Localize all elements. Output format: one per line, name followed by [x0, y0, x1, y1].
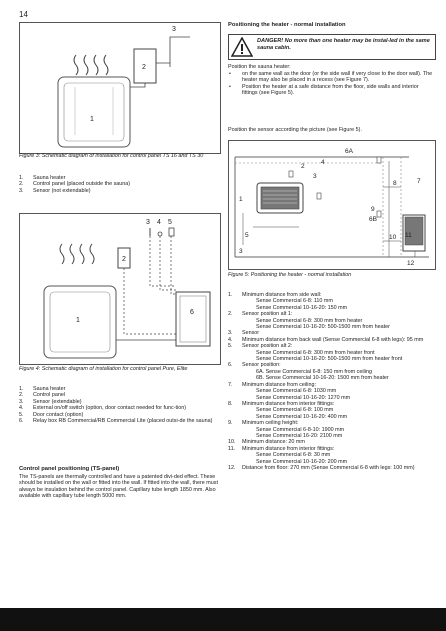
- list-item: 2. Control panel (placed outside the sauna): [19, 181, 131, 188]
- list-subitem: Sense Commercial 6-8: 100 mm: [256, 407, 334, 414]
- list-subitem: Sense Commercial 10-16-20: 1270 mm: [256, 394, 351, 401]
- list-item: 6. Sensor position: 6A. Sense Commercial 6-8: 150 mm from ceiling 6B. Sense Commercial 10-16-20: 1500 mm from heater: [228, 362, 436, 381]
- fig4-label-2: 2: [122, 256, 126, 263]
- list-subitem: Sense Commercial 10-16-20: 400 mm: [256, 413, 348, 420]
- section-body: The TS-panels are thermally controlled and have a patented divi-ded effect. These should be installed on the wall or fitted into the wall. If fitted into the wall, there must always be insulation behind the control panel. Capillary tube length 1850 mm. Also available with capillary tube length 5000 mm.: [19, 474, 218, 500]
- figure-3-caption: Figure 3: Schematic diagram of installation for control panel TS 16 and TS 30: [19, 153, 204, 159]
- list-item: 1. Minimum distance from side wall: Sense Commercial 6-8: 110 mm Sense Commercial 10-16-20: 150 mm: [228, 292, 436, 311]
- fig5-label-6a: 6A: [345, 148, 353, 155]
- list-subitem: Sense Commercial 16-20: 2100 mm: [256, 432, 343, 439]
- warning-icon: [231, 37, 253, 57]
- fig5-label-11: 11: [405, 232, 412, 239]
- position-bullets: [228, 71, 434, 97]
- list-item: 2. Control panel: [19, 392, 66, 399]
- list-item: 12. Distance from floor: 270 mm (Sense Commercial 6-8 with legs: 100 mm): [228, 464, 415, 471]
- fig5-label-4: 4: [321, 159, 325, 166]
- list-item: 3. Sensor: [228, 330, 260, 337]
- list-item: 7. Minimum distance from ceiling: Sense Commercial 6-8: 1030 mm Sense Commercial 10-16-20: 1270 mm: [228, 382, 436, 401]
- fig5-label-7: 7: [417, 178, 421, 185]
- list-item: • Position the heater at a safe distance from the floor, side walls and interior fittings (see Figure 5).: [228, 84, 434, 97]
- list-subitem: Sense Commercial 10-16-20: 150 mm: [256, 304, 348, 311]
- figure-4-legend: [19, 386, 219, 424]
- fig4-label-1: 1: [76, 317, 80, 324]
- distance-list: [228, 292, 436, 471]
- right-heading: Positioning the heater - normal installation: [228, 22, 346, 28]
- list-subitem: Sense Commercial 6-8: 30 mm: [256, 452, 331, 459]
- fig5-label-3a: 3: [313, 173, 317, 180]
- list-subitem: Sense Commercial 6-8: 300 mm from heater: [256, 317, 363, 324]
- fig5-label-5: 5: [245, 232, 249, 239]
- figure-4: [19, 213, 221, 365]
- list-item: 6. Relay box RB Commercial/RB Commercial Lite (placed outsi-de the sauna): [19, 418, 213, 425]
- fig5-label-8: 8: [393, 180, 397, 187]
- page-footer-bar: [0, 608, 446, 631]
- fig4-label-4: 4: [157, 219, 161, 226]
- figure-5: [228, 140, 436, 270]
- list-item: 5. Sensor position alt 2: Sense Commercial 6-8: 300 mm from heater front Sense Commercial 10-16-20: 500-1500 mm from heater front: [228, 343, 436, 362]
- list-subitem: 6A. Sense Commercial 6-8: 150 mm from ceiling: [256, 368, 372, 375]
- list-subitem: Sense Commercial 10-16-20: 200 mm: [256, 458, 348, 465]
- fig5-label-3b: 3: [239, 248, 243, 255]
- fig5-label-9: 9: [371, 206, 375, 213]
- list-item: 4. External on/off switch (option, door contact needed for func-tion): [19, 405, 187, 412]
- list-item: 5. Door contact (option): [19, 411, 84, 418]
- fig5-label-2: 2: [301, 163, 305, 170]
- fig4-label-5: 5: [168, 219, 172, 226]
- position-intro: Position the sauna heater:: [228, 64, 291, 70]
- list-subitem: 6B. Sense Commercial 10-16-20: 1500 mm from heater: [256, 375, 389, 382]
- figure-3: [19, 22, 221, 154]
- list-item: • on the same wall as the door (or the side wall if very close to the door wall). The heater may also be placed in a recess (see Figure 7).: [228, 71, 434, 84]
- list-item: 8. Minimum distance from interior fittings: Sense Commercial 6-8: 100 mm Sense Commercial 10-16-20: 400 mm: [228, 401, 436, 420]
- fig5-label-10: 10: [389, 234, 397, 241]
- list-subitem: Sense Commercial 10-16-20: 500-1500 mm from heater front: [256, 356, 403, 363]
- fig4-label-6: 6: [190, 309, 194, 316]
- fig3-label-3: 3: [172, 26, 176, 33]
- danger-box: [228, 34, 436, 60]
- figure-4-caption: Figure 4: Schematic diagram of installation for control panel Pure, Elite: [19, 366, 188, 372]
- figure-5-caption: Figure 5: Positioning the heater - normal installation: [228, 272, 352, 278]
- list-item: 1. Sauna heater: [19, 175, 66, 181]
- figure-3-legend: [19, 175, 219, 194]
- list-item: 4. Minimum distance from back wall (Sense Commercial 6-8 with legs): 95 mm: [228, 336, 424, 343]
- figure-3-diagram: [20, 23, 220, 153]
- list-item: 1. Sauna heater: [19, 386, 66, 392]
- sensor-line: Position the sensor according the picture (see Figure 5).: [228, 127, 362, 133]
- section-heading: Control panel positioning (TS-panel): [19, 466, 120, 472]
- list-item: 3. Sensor (not extendable): [19, 187, 91, 194]
- list-item: 2. Sensor position alt 1: Sense Commercial 6-8: 300 mm from heater Sense Commercial 10-16-20: 500-1500 mm from heater: [228, 311, 436, 330]
- list-subitem: Sense Commercial 6-8: 300 mm from heater front: [256, 349, 375, 356]
- list-subitem: Sense Commercial 6-8: 110 mm: [256, 298, 333, 305]
- danger-text: DANGER! No more than one heater may be instal-led in the same sauna cabin.: [257, 38, 430, 51]
- fig5-label-12: 12: [407, 260, 415, 267]
- list-item: 11. Minimum distance from interior fittings: Sense Commercial 6-8: 30 mm Sense Commercial 10-16-20: 200 mm: [228, 446, 436, 465]
- list-subitem: Sense Commercial 6-8: 1030 mm: [256, 388, 337, 395]
- fig5-label-1: 1: [239, 196, 243, 203]
- figure-5-diagram: [229, 141, 435, 269]
- fig3-label-2: 2: [142, 64, 146, 71]
- figure-4-diagram: [20, 214, 220, 364]
- fig3-label-1: 1: [90, 116, 94, 123]
- fig5-label-6b: 6B: [369, 216, 377, 223]
- list-subitem: Sense Commercial 6-8-10: 1900 mm: [256, 426, 345, 433]
- list-subitem: Sense Commercial 10-16-20: 500-1500 mm from heater: [256, 324, 390, 331]
- list-item: 3. Sensor (extendable): [19, 398, 82, 405]
- list-item: 9. Minimum ceiling height: Sense Commercial 6-8-10: 1900 mm Sense Commercial 16-20: 2100 mm: [228, 420, 436, 439]
- fig4-label-3: 3: [146, 219, 150, 226]
- list-item: 10. Minimum distance: 20 mm: [228, 439, 305, 446]
- page-number: 14: [19, 10, 28, 19]
